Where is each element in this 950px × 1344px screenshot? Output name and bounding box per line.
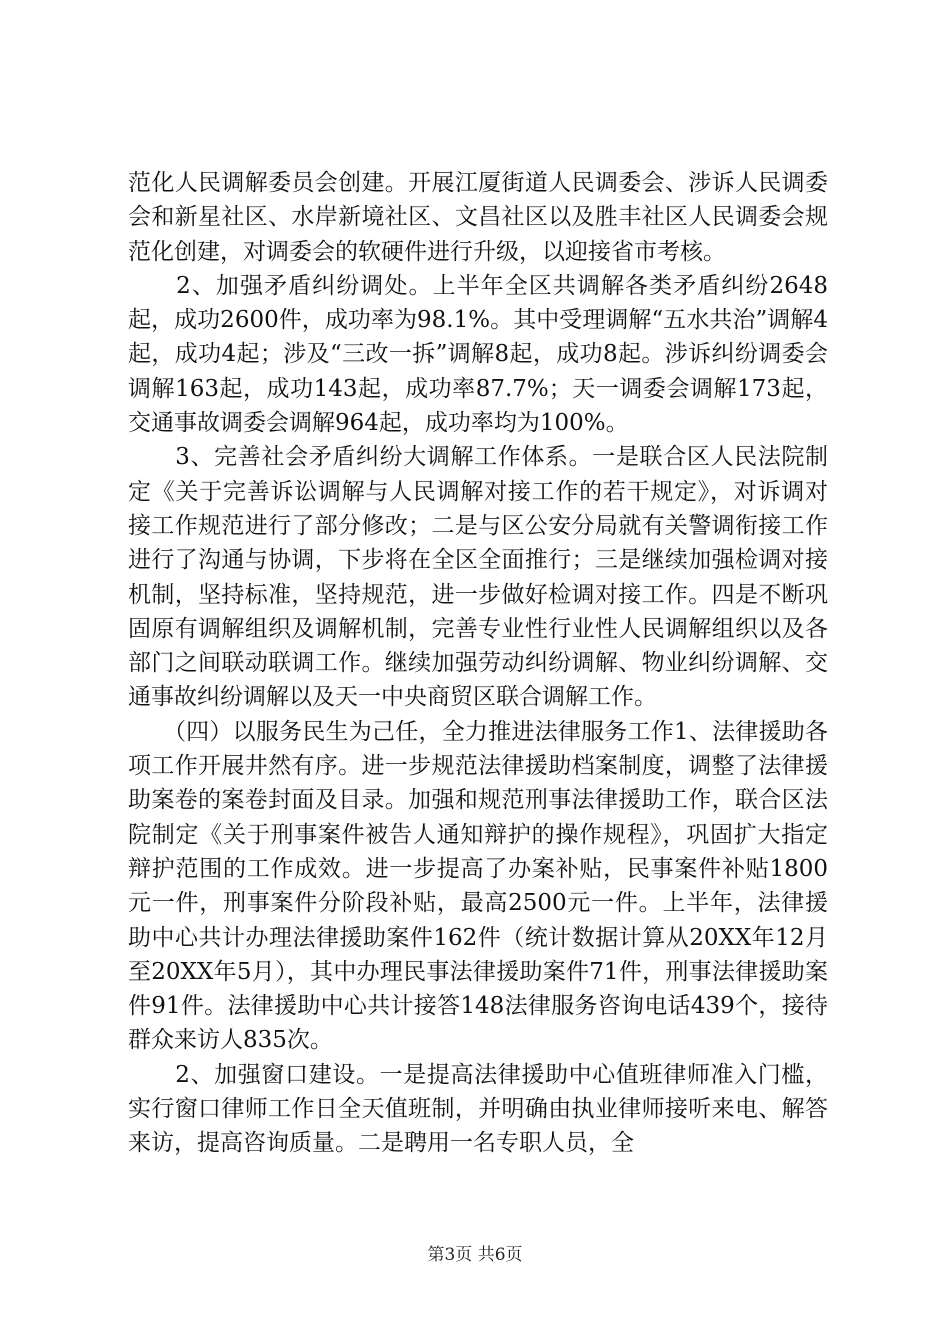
paragraph-2: 2、加强矛盾纠纷调处。上半年全区共调解各类矛盾纠纷2648起，成功2600件，成功率为98.1%。其中受理调解“五水共治”调解4起，成功4起；涉及“三改一拆”调解8起，成功8起。涉诉纠纷调委会调解163起，成功143起，成功率87.7%；天一调委会调解173起，交通事故调委会调解964起，成功率均为100%。 — [128, 272, 828, 437]
document-body — [128, 166, 828, 1161]
paragraph-1: 范化人民调解委员会创建。开展江厦街道人民调委会、涉诉人民调委会和新星社区、水岸新境社区、文昌社区以及胜丰社区人民调委会规范化创建，对调委会的软硬件进行升级，以迎接省市考核。 — [128, 170, 828, 265]
paragraph-3: 3、完善社会矛盾纠纷大调解工作体系。一是联合区人民法院制定《关于完善诉讼调解与人民调解对接工作的若干规定》，对诉调对接工作规范进行了部分修改；二是与区公安分局就有关警调衔接工作进行了沟通与协调，下步将在全区全面推行；三是继续加强检调对接机制，坚持标准，坚持规范，进一步做好检调对接工作。四是不断巩固原有调解组织及调解机制，完善专业性行业性人民调解组织以及各部门之间联动联调工作。继续加强劳动纠纷调解、物业纠纷调解、交通事故纠纷调解以及天一中央商贸区联合调解工作。 — [128, 444, 828, 711]
page-footer: 第3页 共6页 — [427, 1245, 523, 1265]
paragraph-4: （四）以服务民生为己任，全力推进法律服务工作1、法律援助各项工作开展井然有序。进一步规范法律援助档案制度，调整了法律援助案卷的案卷封面及目录。加强和规范刑事法律援助工作，联合区法院制定《关于刑事案件被告人通知辩护的操作规程》，巩固扩大指定辩护范围的工作成效。进一步提高了办案补贴，民事案件补贴1800元一件，刑事案件分阶段补贴，最高2500元一件。上半年，法律援助中心共计办理法律援助案件162件（统计数据计算从20XX年12月至20XX年5月），其中办理民事法律援助案件71件，刑事法律援助案件91件。法律援助中心共计接答148法律服务咨询电话439个，接待群众来访人835次。 — [128, 718, 828, 1054]
paragraph-5: 2、加强窗口建设。一是提高法律援助中心值班律师准入门槛，实行窗口律师工作日全天值班制，并明确由执业律师接听来电、解答来访，提高咨询质量。二是聘用一名专职人员，全 — [128, 1061, 828, 1157]
